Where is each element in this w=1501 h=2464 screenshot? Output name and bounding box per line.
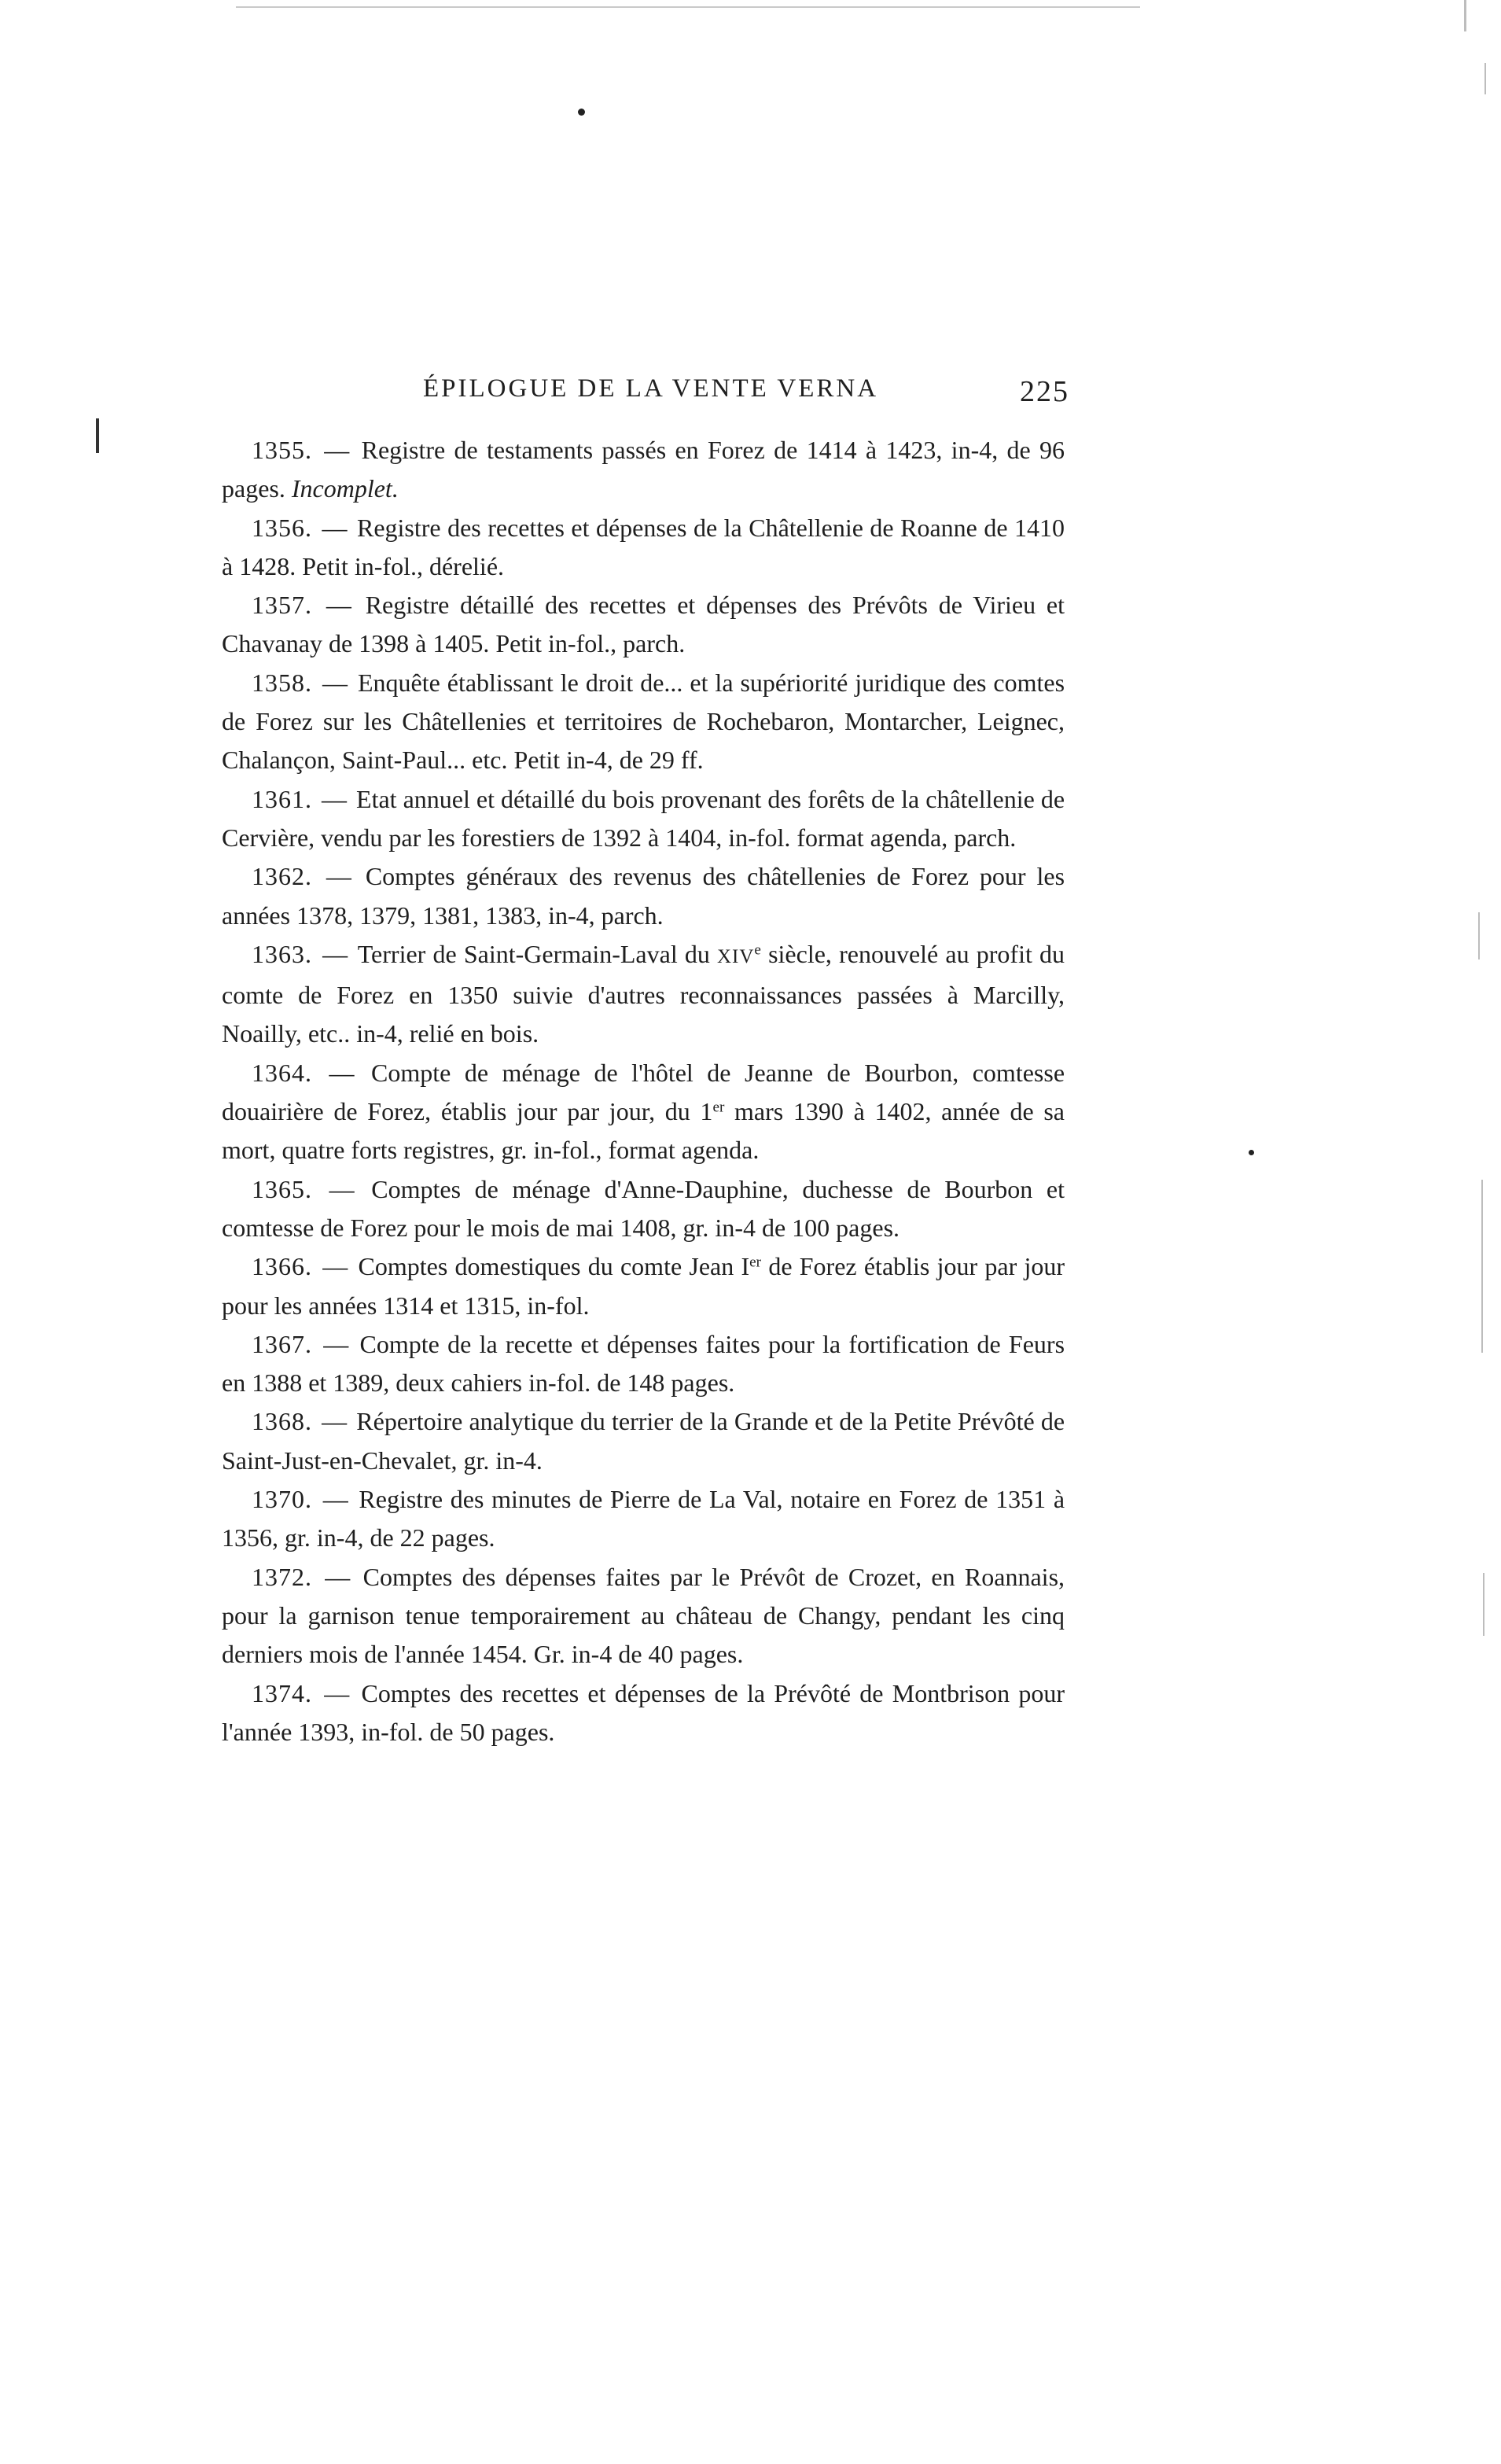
entry-text: Comptes de ménage d'Anne-Dauphine, duchesse de Bourbon et comtesse de Forez pour le mois de mai 1408, gr. in-4 de 100 pages. <box>222 1174 1065 1242</box>
catalogue-entry-1355 <box>222 431 1065 509</box>
catalogue-entry-1362 <box>222 857 1065 935</box>
catalogue-entry-1372 <box>222 1558 1065 1674</box>
entry-text-continued: siècle, renouvelé au profit du comte de Forez en 1350 suivie d'autres reconnaissances passées à Marcilly, Noailly, etc.. in-4, relié en bois. <box>222 939 1065 1048</box>
entry-text: Registre détaillé des recettes et dépenses des Prévôts de Virieu et Chavanay de 1398 à 1405. Petit in-fol., parch. <box>222 591 1065 658</box>
edge-mark <box>1478 912 1480 959</box>
entry-dash: — <box>324 436 350 464</box>
entry-number: 1372. <box>252 1562 312 1591</box>
page-number: 225 <box>1020 375 1069 408</box>
entry-number: 1363. <box>252 939 312 968</box>
entry-dash: — <box>322 1252 348 1281</box>
entry-text-continued: de Forez établis jour par jour pour les années 1314 et 1315, in-fol. <box>222 1252 1065 1320</box>
catalogue-entry-1358 <box>222 664 1065 780</box>
running-title: ÉPILOGUE DE LA VENTE VERNA <box>423 374 879 403</box>
entry-text: Etat annuel et détaillé du bois provenant des forêts de la châtellenie de Cervière, vendu par les forestiers de 1392 à 1404, in-fol. format agenda, parch. <box>222 784 1065 852</box>
entry-dash: — <box>322 1407 348 1436</box>
top-edge-rule <box>236 6 1140 8</box>
entry-text: Registre des minutes de Pierre de La Val, notaire en Forez de 1351 à 1356, gr. in-4, de 22 pages. <box>222 1485 1065 1552</box>
entry-dash: — <box>322 513 348 542</box>
entry-number: 1365. <box>252 1174 312 1203</box>
entry-number: 1374. <box>252 1678 312 1707</box>
entry-text-continued: mars 1390 à 1402, année de sa mort, quatre forts registres, gr. in-fol., format agenda. <box>222 1097 1065 1165</box>
entry-dash: — <box>325 1562 351 1591</box>
entry-dash: — <box>329 1174 355 1203</box>
entry-dash: — <box>329 1058 355 1087</box>
entry-text: Comptes des recettes et dépenses de la Prévôté de Montbrison pour l'année 1393, in-fol. de 50 pages. <box>222 1678 1065 1746</box>
edge-mark <box>1483 1573 1484 1636</box>
catalogue-entry-1363 <box>222 935 1065 1054</box>
entry-text: Comptes généraux des revenus des châtellenies de Forez pour les années 1378, 1379, 1381, 1383, in-4, parch. <box>222 862 1065 930</box>
catalogue-entry-1366 <box>222 1247 1065 1325</box>
entry-dash: — <box>322 784 348 813</box>
entry-dash: — <box>322 1485 348 1514</box>
catalogue-entry-1356 <box>222 509 1065 587</box>
edge-mark <box>1481 1180 1483 1353</box>
entry-number: 1357. <box>252 591 312 620</box>
entry-number: 1366. <box>252 1252 312 1281</box>
entry-text: Enquête établissant le droit de... et la supériorité juridique des comtes de Forez sur les Châtellenies et territoires de Rochebaron, Montarcher, Leignec, Chalançon, Saint-Paul... etc. Petit in-4, de 29 ff. <box>222 668 1065 775</box>
entry-number: 1356. <box>252 513 312 542</box>
catalogue-entry-1368 <box>222 1402 1065 1480</box>
century-numeral: XIV <box>717 945 755 967</box>
entry-dash: — <box>326 862 351 891</box>
entry-dash: — <box>323 1329 349 1358</box>
ordinal-suffix: er <box>712 1099 725 1116</box>
entry-text: Compte de la recette et dépenses faites pour la fortification de Feurs en 1388 et 1389, deux cahiers in-fol. de 148 pages. <box>222 1329 1065 1398</box>
running-head <box>393 374 1069 422</box>
edge-mark <box>1464 0 1466 31</box>
entry-number: 1368. <box>252 1407 312 1436</box>
catalogue-entry-1370 <box>222 1480 1065 1558</box>
catalogue-entry-1365 <box>222 1170 1065 1248</box>
entry-number: 1355. <box>252 436 312 464</box>
entry-number: 1361. <box>252 784 312 813</box>
entry-text: Comptes des dépenses faites par le Prévôt de Crozet, en Roannais, pour la garnison tenue temporairement au château de Changy, pendant les cinq derniers mois de l'année 1454. Gr. in-4 de 40 pages. <box>222 1562 1065 1669</box>
century-suffix: e <box>754 941 761 959</box>
entry-dash: — <box>326 591 351 620</box>
entry-note: Incomplet. <box>291 474 399 503</box>
entry-text: Répertoire analytique du terrier de la Grande et de la Petite Prévôté de Saint-Just-en-Chevalet, gr. in-4. <box>222 1407 1065 1475</box>
entry-number: 1367. <box>252 1329 312 1358</box>
catalogue-entry-1361 <box>222 780 1065 858</box>
entry-text: Compte de ménage de l'hôtel de Jeanne de Bourbon, comtesse douairière de Forez, établis jour par jour, du 1 <box>222 1058 1065 1126</box>
entry-number: 1358. <box>252 668 312 697</box>
entry-dash: — <box>324 1678 350 1707</box>
entry-dash: — <box>322 668 348 697</box>
entry-number: 1362. <box>252 862 312 891</box>
catalogue-entry-1367 <box>222 1325 1065 1403</box>
entry-text: Comptes domestiques du comte Jean I <box>358 1252 750 1281</box>
ink-speck <box>578 109 585 116</box>
ink-speck <box>1249 1150 1254 1155</box>
catalogue-entries <box>222 431 1065 1751</box>
ordinal-suffix: er <box>749 1254 762 1271</box>
entry-number: 1370. <box>252 1485 312 1514</box>
entry-text: Registre des recettes et dépenses de la Châtellenie de Roanne de 1410 à 1428. Petit in-fol., dérelié. <box>222 513 1065 580</box>
entry-text: Registre de testaments passés en Forez de 1414 à 1423, in-4, de 96 pages. <box>222 436 1065 503</box>
edge-mark <box>1484 63 1486 94</box>
catalogue-entry-1357 <box>222 586 1065 664</box>
margin-bar-mark <box>96 418 99 453</box>
catalogue-entry-1374 <box>222 1674 1065 1752</box>
entry-text: Terrier de Saint-Germain-Laval du <box>357 939 710 968</box>
entry-number: 1364. <box>252 1058 312 1087</box>
entry-dash: — <box>322 939 348 968</box>
catalogue-entry-1364 <box>222 1054 1065 1170</box>
